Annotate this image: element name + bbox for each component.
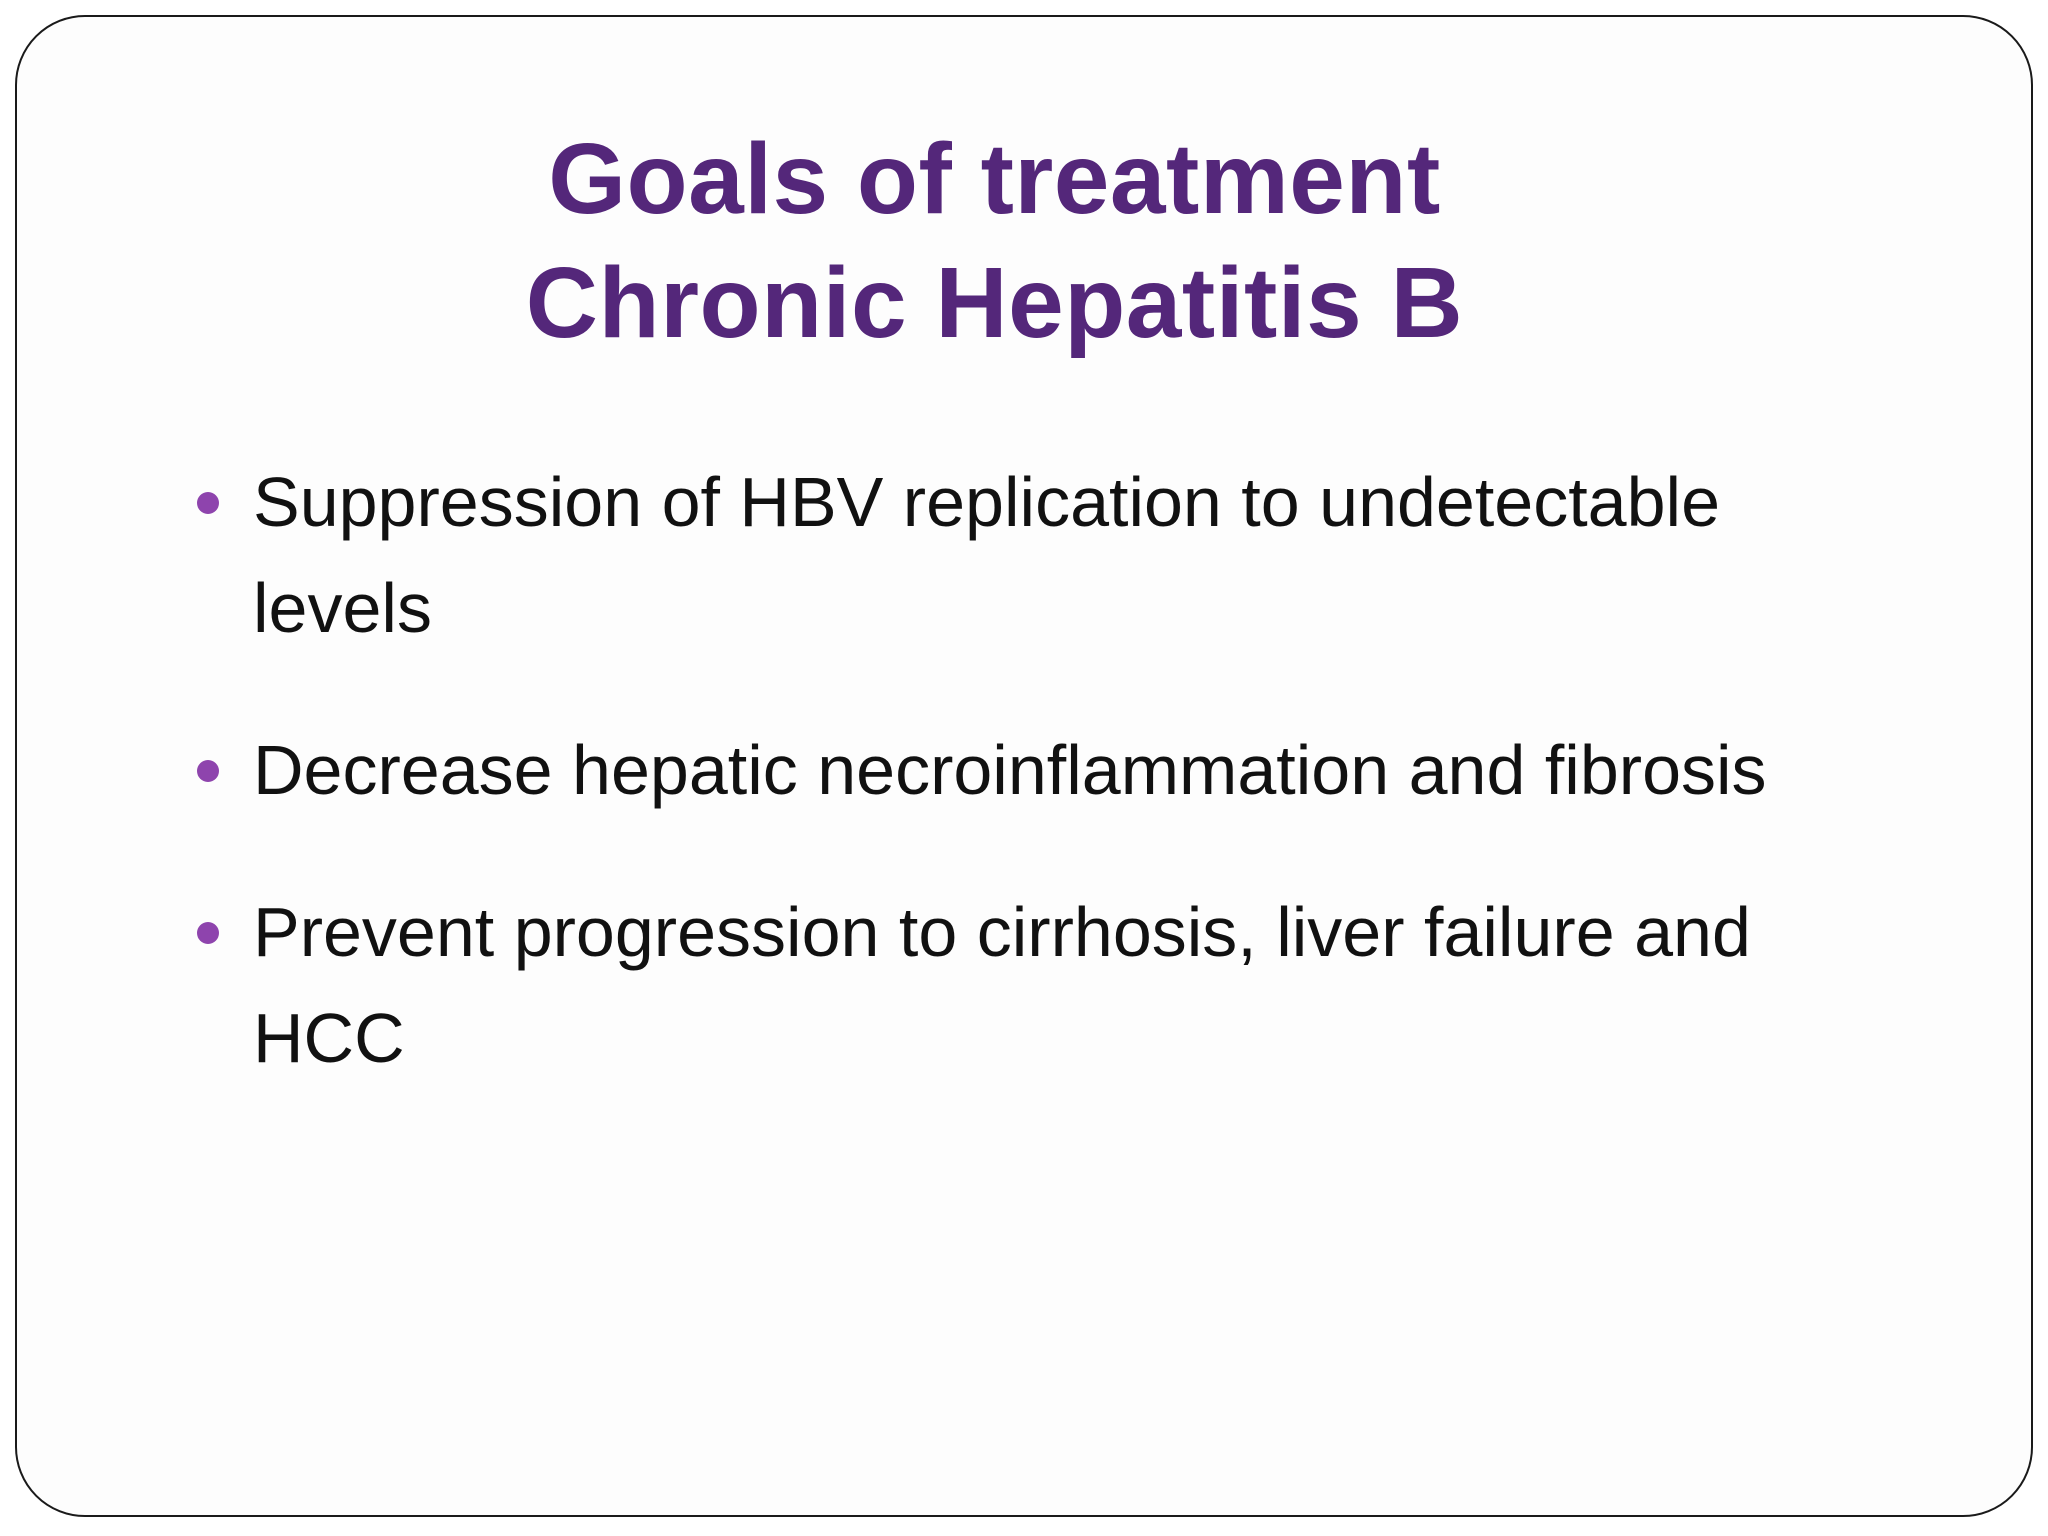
slide-frame (15, 15, 2033, 1517)
bullet-text: Suppression of HBV replication to undetectable levels (253, 463, 1721, 647)
bullet-dot-icon (197, 922, 219, 944)
bullet-item (193, 717, 1873, 823)
bullet-list (193, 449, 1873, 1147)
bullet-dot-icon (197, 492, 219, 514)
slide-title (307, 117, 1682, 365)
title-line-1: Goals of treatment (548, 123, 1441, 235)
bullet-item (193, 449, 1873, 661)
bullet-dot-icon (197, 760, 219, 782)
title-line-2: Chronic Hepatitis B (525, 247, 1464, 359)
bullet-item (193, 879, 1873, 1091)
bullet-text: Decrease hepatic necroinflammation and fibrosis (253, 731, 1767, 809)
bullet-text: Prevent progression to cirrhosis, liver failure and HCC (253, 893, 1751, 1077)
